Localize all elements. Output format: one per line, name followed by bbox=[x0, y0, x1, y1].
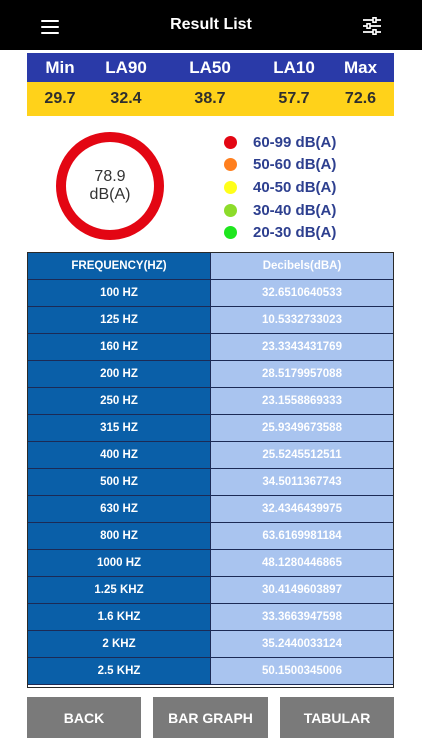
frequency-table[interactable] bbox=[27, 252, 394, 688]
tabular-button[interactable]: TABULAR bbox=[280, 697, 394, 738]
table-row bbox=[28, 415, 393, 442]
table-header-row bbox=[28, 253, 393, 280]
table-row bbox=[28, 334, 393, 361]
frequency-cell: 250 HZ bbox=[28, 388, 211, 414]
decibel-cell: 34.5011367743 bbox=[211, 469, 393, 495]
decibel-cell: 28.5179957088 bbox=[211, 361, 393, 387]
legend-item bbox=[224, 176, 336, 199]
decibel-cell: 32.4346439975 bbox=[211, 496, 393, 522]
table-row bbox=[28, 658, 393, 685]
gauge-unit: dB(A) bbox=[89, 186, 131, 203]
table-row bbox=[28, 577, 393, 604]
legend-label: 20-30 dB(A) bbox=[253, 224, 337, 242]
legend-label: 60-99 dB(A) bbox=[253, 133, 337, 151]
table-row bbox=[28, 280, 393, 307]
stat-value-min: 29.7 bbox=[44, 90, 76, 107]
decibel-cell: 30.4149603897 bbox=[211, 577, 393, 603]
frequency-cell: 500 HZ bbox=[28, 469, 211, 495]
table-row bbox=[28, 604, 393, 631]
legend-item bbox=[224, 221, 336, 244]
frequency-cell: 160 HZ bbox=[28, 334, 211, 360]
stat-value-la50: 38.7 bbox=[194, 90, 226, 107]
legend-item bbox=[224, 199, 336, 222]
table-row bbox=[28, 361, 393, 388]
table-row bbox=[28, 388, 393, 415]
legend-dot-icon bbox=[224, 204, 237, 217]
decibel-cell: 48.1280446865 bbox=[211, 550, 393, 576]
decibel-cell: 23.3343431769 bbox=[211, 334, 393, 360]
stats-header-row bbox=[27, 53, 394, 82]
decibel-cell: 50.1500345006 bbox=[211, 658, 393, 684]
menu-icon[interactable] bbox=[41, 20, 59, 34]
legend-dot-icon bbox=[224, 158, 237, 171]
stat-label-la90: LA90 bbox=[105, 57, 147, 77]
sliders-icon[interactable] bbox=[362, 17, 382, 35]
table-row bbox=[28, 442, 393, 469]
table-row bbox=[28, 631, 393, 658]
column-header-frequency: FREQUENCY(HZ) bbox=[28, 253, 211, 279]
frequency-cell: 125 HZ bbox=[28, 307, 211, 333]
frequency-cell: 200 HZ bbox=[28, 361, 211, 387]
decibel-cell: 35.2440033124 bbox=[211, 631, 393, 657]
stat-value-la90: 32.4 bbox=[110, 90, 142, 107]
legend-dot-icon bbox=[224, 181, 237, 194]
decibel-cell: 32.6510640533 bbox=[211, 280, 393, 306]
legend-dot-icon bbox=[224, 226, 237, 239]
legend-item bbox=[224, 154, 336, 177]
decibel-cell: 10.5332733023 bbox=[211, 307, 393, 333]
stat-label-min: Min bbox=[45, 57, 75, 77]
bar-graph-button[interactable]: BAR GRAPH bbox=[153, 697, 268, 738]
frequency-cell: 1.6 KHZ bbox=[28, 604, 211, 630]
back-button[interactable]: BACK bbox=[27, 697, 141, 738]
frequency-cell: 400 HZ bbox=[28, 442, 211, 468]
frequency-cell: 800 HZ bbox=[28, 523, 211, 549]
stats-panel bbox=[27, 53, 394, 116]
table-row bbox=[28, 307, 393, 334]
decibel-cell: 25.9349673588 bbox=[211, 415, 393, 441]
frequency-cell: 1.25 KHZ bbox=[28, 577, 211, 603]
stat-value-la10: 57.7 bbox=[278, 90, 310, 107]
app-header bbox=[0, 0, 422, 50]
decibel-cell: 23.1558869333 bbox=[211, 388, 393, 414]
legend-label: 40-50 dB(A) bbox=[253, 178, 337, 196]
stat-value-max: 72.6 bbox=[344, 90, 377, 107]
level-gauge bbox=[56, 132, 164, 240]
table-row bbox=[28, 496, 393, 523]
frequency-cell: 2.5 KHZ bbox=[28, 658, 211, 684]
level-legend bbox=[224, 131, 336, 244]
table-row bbox=[28, 523, 393, 550]
legend-dot-icon bbox=[224, 136, 237, 149]
legend-label: 30-40 dB(A) bbox=[253, 201, 337, 219]
frequency-cell: 1000 HZ bbox=[28, 550, 211, 576]
decibel-cell: 33.3663947598 bbox=[211, 604, 393, 630]
frequency-cell: 2 KHZ bbox=[28, 631, 211, 657]
frequency-cell: 630 HZ bbox=[28, 496, 211, 522]
stats-values-row bbox=[27, 82, 394, 116]
stat-label-la10: LA10 bbox=[273, 57, 315, 77]
frequency-cell: 100 HZ bbox=[28, 280, 211, 306]
table-row bbox=[28, 469, 393, 496]
gauge-value: 78.9 bbox=[94, 168, 126, 185]
decibel-cell: 63.6169981184 bbox=[211, 523, 393, 549]
table-row bbox=[28, 550, 393, 577]
stat-label-la50: LA50 bbox=[189, 57, 231, 77]
column-header-decibels: Decibels(dBA) bbox=[211, 253, 393, 279]
page-title: Result List bbox=[170, 16, 252, 33]
decibel-cell: 25.5245512511 bbox=[211, 442, 393, 468]
frequency-cell: 315 HZ bbox=[28, 415, 211, 441]
legend-item bbox=[224, 131, 336, 154]
legend-label: 50-60 dB(A) bbox=[253, 156, 337, 174]
stat-label-max: Max bbox=[343, 57, 378, 77]
